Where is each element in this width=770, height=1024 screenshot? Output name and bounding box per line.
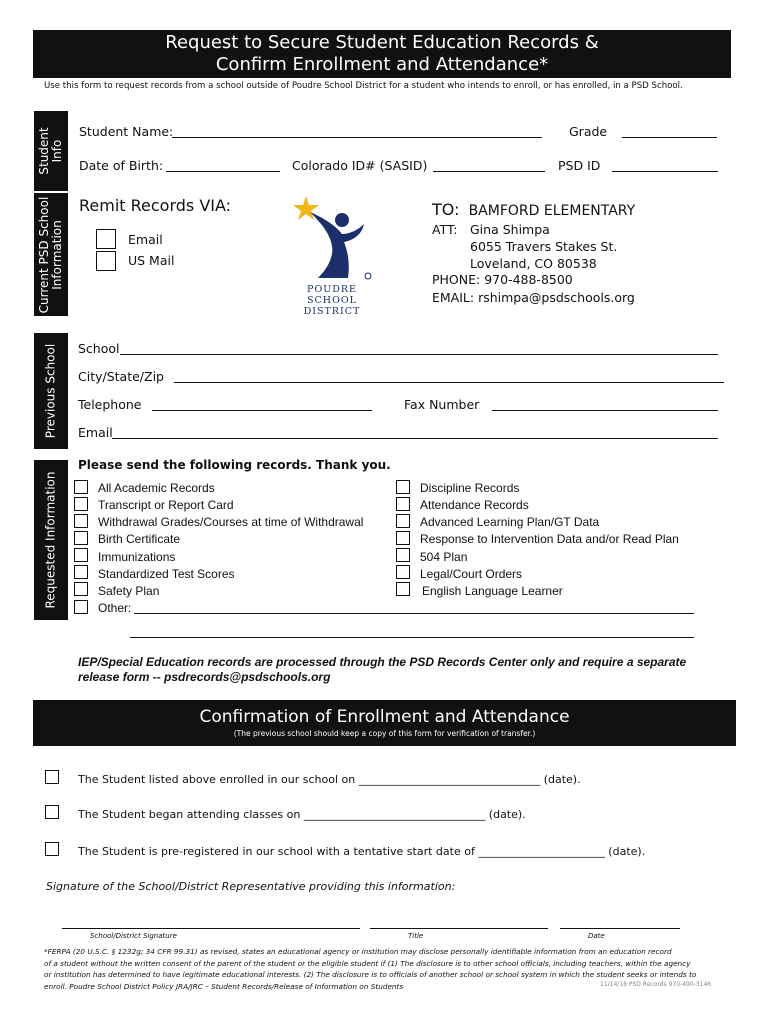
record-checkbox[interactable] [74,497,88,511]
record-checkbox[interactable] [396,480,410,494]
records-heading: Please send the following records. Thank you. [78,458,391,472]
record-checkbox[interactable] [396,531,410,545]
record-checkbox[interactable] [396,582,410,596]
ferpa-line1: *FERPA (20 U.S.C. § 1232g; 34 CFR 99.31) as revised, states an educational agency or institution may disclose personally identifiable information from an education record [44,947,672,956]
to-school: BAMFORD ELEMENTARY [468,203,636,219]
to-phone: PHONE: 970-488-8500 [432,272,573,287]
confirm-enrolled-label: The Student listed above enrolled in our school on [78,773,359,786]
record-label: Birth Certificate [98,532,181,546]
record-checkbox[interactable] [74,514,88,528]
confirm-enrolled-date-field[interactable]: _________________________________ [358,773,541,786]
att-label: ATT: [432,222,458,237]
dob-field[interactable] [166,171,280,172]
date-field[interactable] [560,928,680,929]
att-address2: Loveland, CO 80538 [470,256,597,271]
record-checkbox[interactable] [74,531,88,545]
att-name: Gina Shimpa [470,222,550,237]
prev-fax-label: Fax Number [404,397,480,412]
date-label: Date [588,932,605,940]
psd-id-field[interactable] [612,171,718,172]
student-name-field[interactable] [172,137,542,138]
student-name-label: Student Name: [79,124,174,139]
form-title-banner [33,30,731,78]
grade-label: Grade [569,124,608,139]
prev-city-label: City/State/Zip [78,369,164,384]
prev-fax-field[interactable] [492,410,718,411]
signature-field[interactable] [62,928,360,929]
other-label: Other: [98,601,132,615]
signature-label: School/District Signature [90,932,177,940]
remit-title: Remit Records VIA: [79,196,232,215]
tab-student-info-label: Student Info [37,127,64,175]
record-label: Standardized Test Scores [98,567,235,581]
remit-mail-checkbox[interactable] [96,251,116,271]
logo-text-line1: POUDRE [307,284,357,295]
tab-previous-school [34,333,68,449]
confirm-preregistered-date-field[interactable]: _______________________ [478,845,605,858]
ferpa-line3: or institution has determined to have legitimate educational interests. (2) The disclosure is to officials of another school or school system in which the student seeks or intends to [44,970,697,979]
confirm-enrolled-text [78,773,581,786]
remit-mail-label: US Mail [128,253,175,268]
sasid-label: Colorado ID# (SASID) [292,158,428,173]
record-label: Advanced Learning Plan/GT Data [420,515,600,529]
form-title-line1: Request to Secure Student Education Records & [165,32,599,53]
confirmation-subtitle: (The previous school should keep a copy of this form for verification of transfer.) [233,729,536,738]
tab-current-psd-label: Current PSD School Information [37,196,64,313]
title-label: Title [408,932,424,940]
record-label: Response to Intervention Data and/or Read Plan [420,532,679,546]
iep-note-line1: IEP/Special Education records are processed through the PSD Records Center only and require a separate [78,655,687,669]
record-label: 504 Plan [420,550,468,564]
ferpa-line4: enroll. Poudre School District Policy JRA/JRC – Student Records/Release of Information on Students [44,981,404,991]
att-address1: 6055 Travers Stakes St. [470,239,618,254]
sasid-field[interactable] [433,171,545,172]
prev-city-field[interactable] [174,382,724,383]
prev-telephone-field[interactable] [152,410,372,411]
record-label: Discipline Records [420,481,520,495]
psd-id-label: PSD ID [558,158,601,173]
signature-prompt: Signature of the School/District Representative providing this information: [46,880,456,893]
record-checkbox[interactable] [74,548,88,562]
confirmation-banner [33,700,736,746]
title-field[interactable] [370,928,548,929]
confirm-preregistered-suffix: (date). [604,845,646,858]
remit-email-label: Email [128,232,163,247]
confirm-preregistered-checkbox[interactable] [45,842,59,856]
confirm-enrolled-suffix: (date). [540,773,581,786]
prev-school-field[interactable] [120,354,718,355]
record-label: Legal/Court Orders [420,567,523,581]
form-id: 11/14/18 PSD Records 970-490-3146 [600,981,712,988]
iep-note [78,655,686,685]
record-label: Withdrawal Grades/Courses at time of Withdrawal [98,515,364,529]
remit-email-checkbox[interactable] [96,229,116,249]
tab-previous-school-label: Previous School [43,343,58,439]
record-label: Attendance Records [420,498,529,512]
record-label: All Academic Records [98,481,215,495]
confirm-attending-date-field[interactable]: _________________________________ [303,808,486,821]
tab-requested-info [34,460,68,620]
dob-label: Date of Birth: [79,158,164,173]
record-checkbox[interactable] [74,565,88,579]
record-label: Immunizations [98,550,176,564]
other-field-line2[interactable] [130,637,694,638]
psd-logo-mark-icon [292,194,372,284]
record-checkbox[interactable] [74,582,88,596]
record-label: Transcript or Report Card [98,498,234,512]
logo-text-line2: SCHOOL [307,295,357,306]
prev-school-label: School [78,341,120,356]
form-title-line2: Confirm Enrollment and Attendance* [215,54,549,75]
confirm-enrolled-checkbox[interactable] [45,770,59,784]
prev-telephone-label: Telephone [78,397,142,412]
logo-text-line3: DISTRICT [303,306,361,317]
confirm-preregistered-label: The Student is pre-registered in our school with a tentative start date of [78,845,479,858]
confirmation-title: Confirmation of Enrollment and Attendance [199,707,570,727]
record-checkbox[interactable] [396,497,410,511]
to-block [432,200,635,219]
psd-logo [292,194,372,320]
confirm-attending-label: The Student began attending classes on [78,808,304,821]
confirm-attending-text [78,808,526,821]
to-email: EMAIL: rshimpa@psdschools.org [432,290,635,305]
prev-email-label: Email [78,425,113,440]
ferpa-line2: of a student without the written consent of the parent of the student or the eligible student if (1) The disclosure is to other school officials, including teachers, within the agency [44,958,691,968]
tab-current-psd [34,193,68,316]
to-label: TO: [432,200,460,219]
prev-email-field[interactable] [112,438,718,439]
record-label: English Language Learner [422,584,563,598]
tab-student-info [34,111,68,191]
grade-field[interactable] [622,137,717,138]
record-checkbox[interactable] [396,548,410,562]
confirm-preregistered-text [78,845,645,858]
iep-note-line2: release form -- psdrecords@psdschools.org [78,670,331,684]
confirm-attending-checkbox[interactable] [45,805,59,819]
other-checkbox[interactable] [74,600,88,614]
record-label: Safety Plan [98,584,160,598]
record-checkbox[interactable] [396,514,410,528]
record-checkbox[interactable] [396,565,410,579]
intro-text: Use this form to request records from a school outside of Poudre School District for a student who intends to enroll, or has enrolled, in a PSD School. [44,81,683,91]
other-field[interactable] [134,613,694,614]
tab-requested-info-label: Requested Information [43,471,58,609]
confirm-attending-suffix: (date). [485,808,526,821]
record-checkbox[interactable] [74,480,88,494]
